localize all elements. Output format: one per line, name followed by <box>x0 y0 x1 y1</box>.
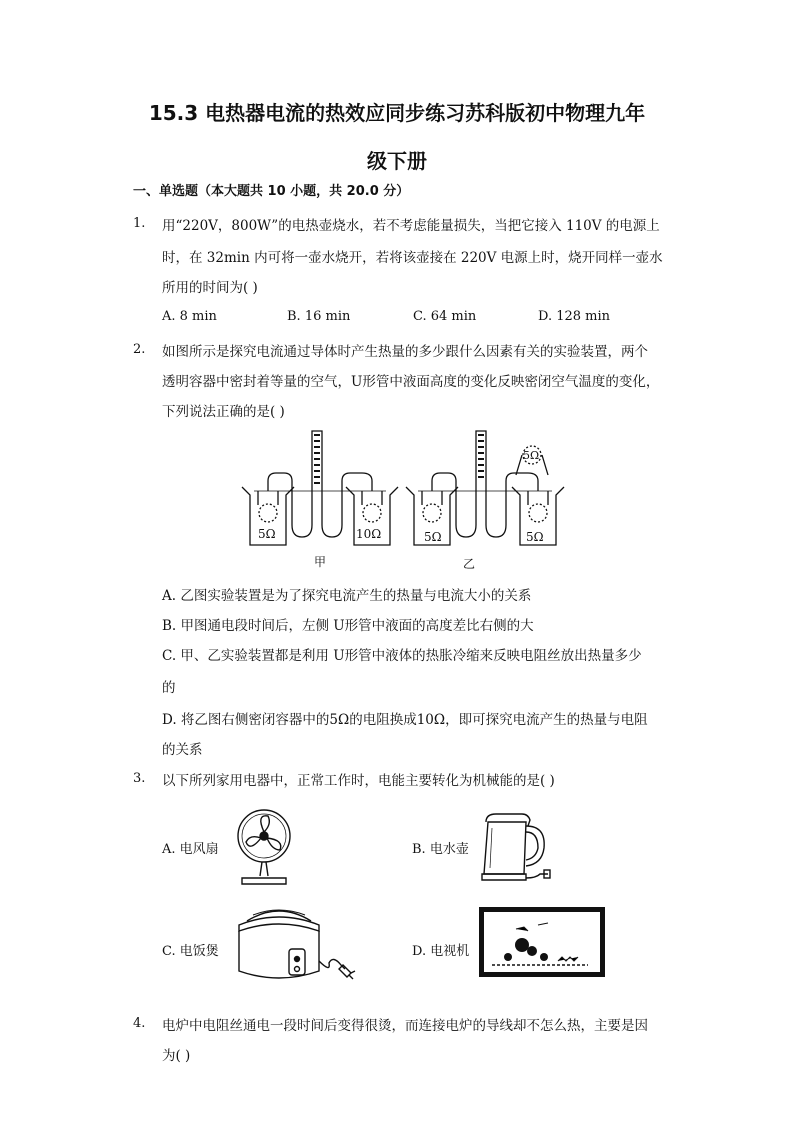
question-number: 4. <box>133 1016 146 1031</box>
doc-title-line1: 15.3 电热器电流的热效应同步练习苏科版初中物理九年 <box>148 101 646 125</box>
question-text-line: 以下所列家用电器中，正常工作时，电能主要转化为机械能的是( ) <box>162 773 555 789</box>
option-a[interactable]: A. 乙图实验装置是为了探究电流产生的热量与电流大小的关系 <box>162 588 532 604</box>
doc-title-line2: 级下册 <box>367 149 427 173</box>
question-text-line: 时，在 32min 内可将一壶水烧开，若将该壶接在 220V 电源上时，烧开同样一壶水 <box>162 250 663 266</box>
figure-caption: 乙 <box>463 557 476 571</box>
question-text-line: 为( ) <box>162 1048 191 1064</box>
question-number: 2. <box>133 342 146 357</box>
resistor-label: 5Ω <box>523 449 540 462</box>
option-d[interactable]: D. 128 min <box>538 309 611 324</box>
section-heading: 一、单选题（本大题共 10 小题，共 20.0 分） <box>133 184 410 199</box>
option-c-continued: 的 <box>162 680 176 696</box>
resistor-label: 5Ω <box>258 527 276 541</box>
option-d[interactable]: D. 电视机 <box>412 944 470 959</box>
option-c[interactable]: C. 电饭煲 <box>162 944 219 959</box>
question-number: 1. <box>133 216 146 231</box>
option-a[interactable]: A. 8 min <box>162 309 217 324</box>
electric-fan-icon <box>232 806 296 886</box>
option-a[interactable]: A. 电风扇 <box>162 842 219 857</box>
question-text-line: 所用的时间为( ) <box>162 280 258 296</box>
resistor-label: 10Ω <box>356 527 382 541</box>
option-b[interactable]: B. 甲图通电段时间后，左侧 U形管中液面的高度差比右侧的大 <box>162 618 534 634</box>
resistor-label: 5Ω <box>526 530 544 544</box>
option-d-continued: 的关系 <box>162 742 203 758</box>
electric-kettle-icon <box>478 808 552 886</box>
apparatus-yi <box>406 431 564 545</box>
experiment-figure <box>236 425 566 575</box>
figure-caption: 甲 <box>314 555 327 569</box>
resistor-label: 5Ω <box>424 530 442 544</box>
television-icon <box>478 905 606 981</box>
option-c[interactable]: C. 64 min <box>413 309 477 324</box>
question-text-line: 如图所示是探究电流通过导体时产生热量的多少跟什么因素有关的实验装置，两个 <box>162 344 648 360</box>
option-b[interactable]: B. 电水壶 <box>412 842 469 857</box>
question-number: 3. <box>133 771 146 786</box>
rice-cooker-icon <box>233 903 359 987</box>
option-d[interactable]: D. 将乙图右侧密闭容器中的5Ω的电阻换成10Ω，即可探究电流产生的热量与电阻 <box>162 712 648 728</box>
option-c[interactable]: C. 甲、乙实验装置都是利用 U形管中液体的热胀冷缩来反映电阻丝放出热量多少 <box>162 648 642 664</box>
question-text-line: 下列说法正确的是( ) <box>162 404 285 420</box>
question-text-line: 透明容器中密封着等量的空气，U形管中液面高度的变化反映密闭空气温度的变化， <box>162 374 660 390</box>
question-text-line: 电炉中电阻丝通电一段时间后变得很烫，而连接电炉的导线却不怎么热，主要是因 <box>162 1018 648 1034</box>
question-text-line: 用“220V，800W”的电热壶烧水，若不考虑能量损失，当把它接入 110V 的电源上 <box>162 218 660 234</box>
option-b[interactable]: B. 16 min <box>287 309 351 324</box>
